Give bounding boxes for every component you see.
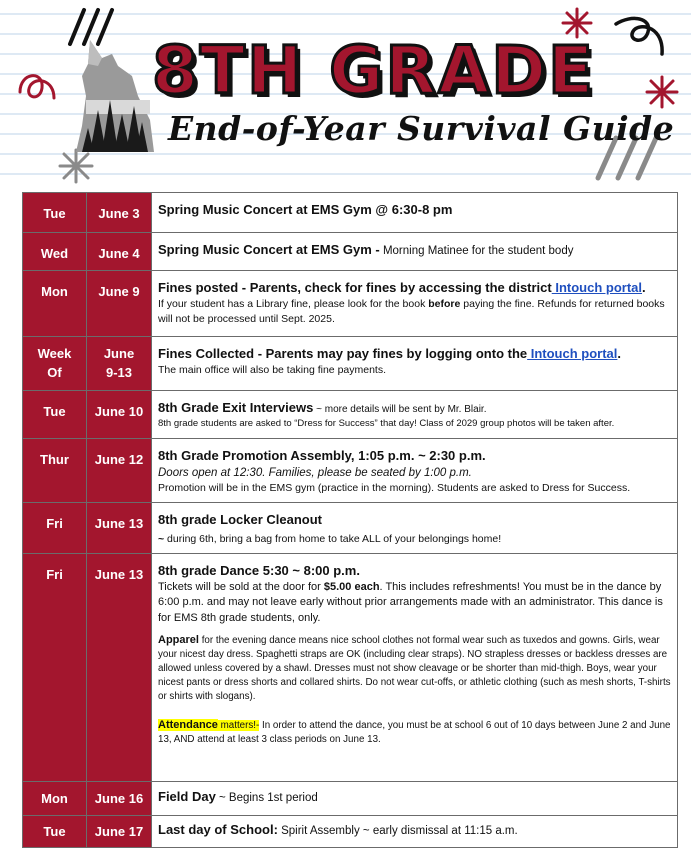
detail-bold: $5.00 each bbox=[323, 580, 380, 593]
detail-text: In order to attend the dance, you must be at school 6 out of 10 days between June 2 and June 13, AND attend at least 3 class periods on June 13. bbox=[158, 719, 671, 746]
table-row bbox=[23, 391, 678, 439]
event-cell bbox=[152, 503, 678, 554]
table-row bbox=[23, 439, 678, 503]
event-title: Spring Music Concert at EMS Gym @ 6:30-8 pm bbox=[158, 202, 453, 217]
table-row bbox=[23, 233, 678, 271]
event-detail: ~ Begins 1st period bbox=[215, 791, 318, 804]
table-row bbox=[23, 193, 678, 233]
event-title: 8th grade Locker Cleanout bbox=[158, 512, 322, 528]
attendance-highlight: matters!- bbox=[217, 719, 260, 731]
event-detail: The main office will also be taking fine payments. bbox=[158, 363, 387, 376]
event-detail bbox=[158, 580, 671, 627]
day-cell: Thur bbox=[23, 439, 87, 503]
detail-text: for the evening dance means nice school clothes not formal wear such as tuxedos and gowns. Girls, wear your nicest day dress. Spaghetti straps are OK (including clear straps). NO strapless dresses or backless dresses are allowed unless covered by a shawl. Dresses must not show cleavage or be shorter than mid-thigh. Boys, wear your nicest pants or dress shorts and collared shirts. Do not wear cut-offs, or athletic clothing (such as mesh shorts, T-shirts or shirts with slogans). bbox=[158, 634, 671, 702]
page-title: 8TH GRADE bbox=[152, 32, 596, 109]
day-cell: Tue bbox=[23, 391, 87, 439]
day-label: Week bbox=[37, 346, 72, 361]
table-row bbox=[23, 781, 678, 815]
event-title: 8th Grade Promotion Assembly, 1:05 p.m. ~ 2:30 p.m. bbox=[158, 448, 486, 463]
intouch-portal-link[interactable]: Intouch portal bbox=[527, 346, 618, 361]
event-detail bbox=[158, 532, 671, 547]
event-title: Spring Music Concert at EMS Gym - bbox=[158, 242, 380, 257]
date-cell bbox=[87, 337, 152, 391]
tilde-mark: ~ bbox=[158, 533, 165, 546]
table-row bbox=[23, 815, 678, 847]
day-cell: Tue bbox=[23, 815, 87, 847]
event-cell bbox=[152, 271, 678, 337]
event-cell bbox=[152, 781, 678, 815]
date-cell: June 12 bbox=[87, 439, 152, 503]
attendance-paragraph bbox=[158, 718, 671, 748]
attendance-highlight: Attendance bbox=[158, 718, 218, 731]
apparel-paragraph bbox=[158, 633, 671, 704]
event-cell bbox=[152, 233, 678, 271]
event-detail: 8th grade students are asked to “Dress for Success” that day! Class of 2029 group photos will be taken after. bbox=[158, 417, 615, 429]
date-cell: June 17 bbox=[87, 815, 152, 847]
asterisk-decoration bbox=[644, 74, 680, 110]
header-banner bbox=[0, 0, 691, 190]
page-subtitle: End-of-Year Survival Guide bbox=[168, 109, 675, 148]
day-cell: Wed bbox=[23, 233, 87, 271]
punctuation: . bbox=[617, 346, 622, 361]
event-title: 8th grade Dance 5:30 ~ 8:00 p.m. bbox=[158, 562, 360, 578]
date-label: 9-13 bbox=[105, 364, 133, 380]
detail-text: during 6th, bring a bag from home to take ALL of your belongings home! bbox=[164, 533, 502, 546]
event-detail: Spirit Assembly ~ early dismissal at 11:15 a.m. bbox=[277, 824, 518, 837]
date-cell: June 4 bbox=[87, 233, 152, 271]
table-row bbox=[23, 503, 678, 554]
event-cell bbox=[152, 815, 678, 847]
detail-text: . This includes refreshments! You must be in the dance by 6:00 p.m. and may not leave early without prior arrangements made with an administrator. This dance is for EMS 8th grade students, only. bbox=[158, 580, 663, 625]
event-title: 8th Grade Exit Interviews bbox=[158, 400, 314, 415]
swirl-decoration bbox=[14, 62, 64, 112]
day-cell: Tue bbox=[23, 193, 87, 233]
event-title: Field Day bbox=[158, 788, 216, 804]
date-cell: June 13 bbox=[87, 503, 152, 554]
event-cell bbox=[152, 391, 678, 439]
event-cell bbox=[152, 439, 678, 503]
day-label: Of bbox=[47, 364, 62, 380]
punctuation: . bbox=[642, 280, 646, 295]
date-cell: June 16 bbox=[87, 781, 152, 815]
event-detail: Morning Matinee for the student body bbox=[379, 245, 574, 257]
event-detail: ~ more details will be sent by Mr. Blair. bbox=[313, 404, 487, 415]
event-title: Fines posted - Parents, check for fines by accessing the district bbox=[158, 280, 552, 295]
table-row bbox=[23, 271, 678, 337]
event-cell bbox=[152, 553, 678, 781]
schedule-table bbox=[22, 192, 678, 848]
event-title: Fines Collected - Parents may pay fines by logging onto the bbox=[158, 346, 528, 361]
wolf-howling-icon bbox=[72, 36, 158, 154]
detail-text: paying the fine. Refunds for returned books will not be processed until Sept. 2025. bbox=[158, 297, 665, 325]
date-cell: June 9 bbox=[87, 271, 152, 337]
event-note: Doors open at 12:30. Families, please be seated by 1:00 p.m. bbox=[158, 466, 472, 479]
spacer bbox=[158, 704, 671, 718]
event-cell bbox=[152, 337, 678, 391]
detail-bold: before bbox=[428, 297, 461, 310]
event-title: Last day of School: bbox=[158, 821, 278, 837]
event-detail bbox=[158, 297, 671, 327]
day-cell bbox=[23, 337, 87, 391]
event-detail: Promotion will be in the EMS gym (practice in the morning). Students are asked to Dress for Success. bbox=[158, 482, 631, 495]
detail-text: If your student has a Library fine, please look for the book bbox=[158, 297, 429, 310]
date-cell: June 10 bbox=[87, 391, 152, 439]
detail-bold: Apparel bbox=[158, 633, 199, 646]
table-row bbox=[23, 553, 678, 781]
day-cell: Mon bbox=[23, 271, 87, 337]
detail-text: Tickets will be sold at the door for bbox=[158, 580, 324, 593]
day-cell: Mon bbox=[23, 781, 87, 815]
date-label: June bbox=[103, 346, 135, 361]
event-cell bbox=[152, 193, 678, 233]
date-cell: June 13 bbox=[87, 553, 152, 781]
day-cell: Fri bbox=[23, 503, 87, 554]
day-cell: Fri bbox=[23, 553, 87, 781]
table-row bbox=[23, 337, 678, 391]
intouch-portal-link[interactable]: Intouch portal bbox=[551, 280, 643, 295]
swirl-decoration bbox=[612, 14, 672, 64]
date-cell: June 3 bbox=[87, 193, 152, 233]
